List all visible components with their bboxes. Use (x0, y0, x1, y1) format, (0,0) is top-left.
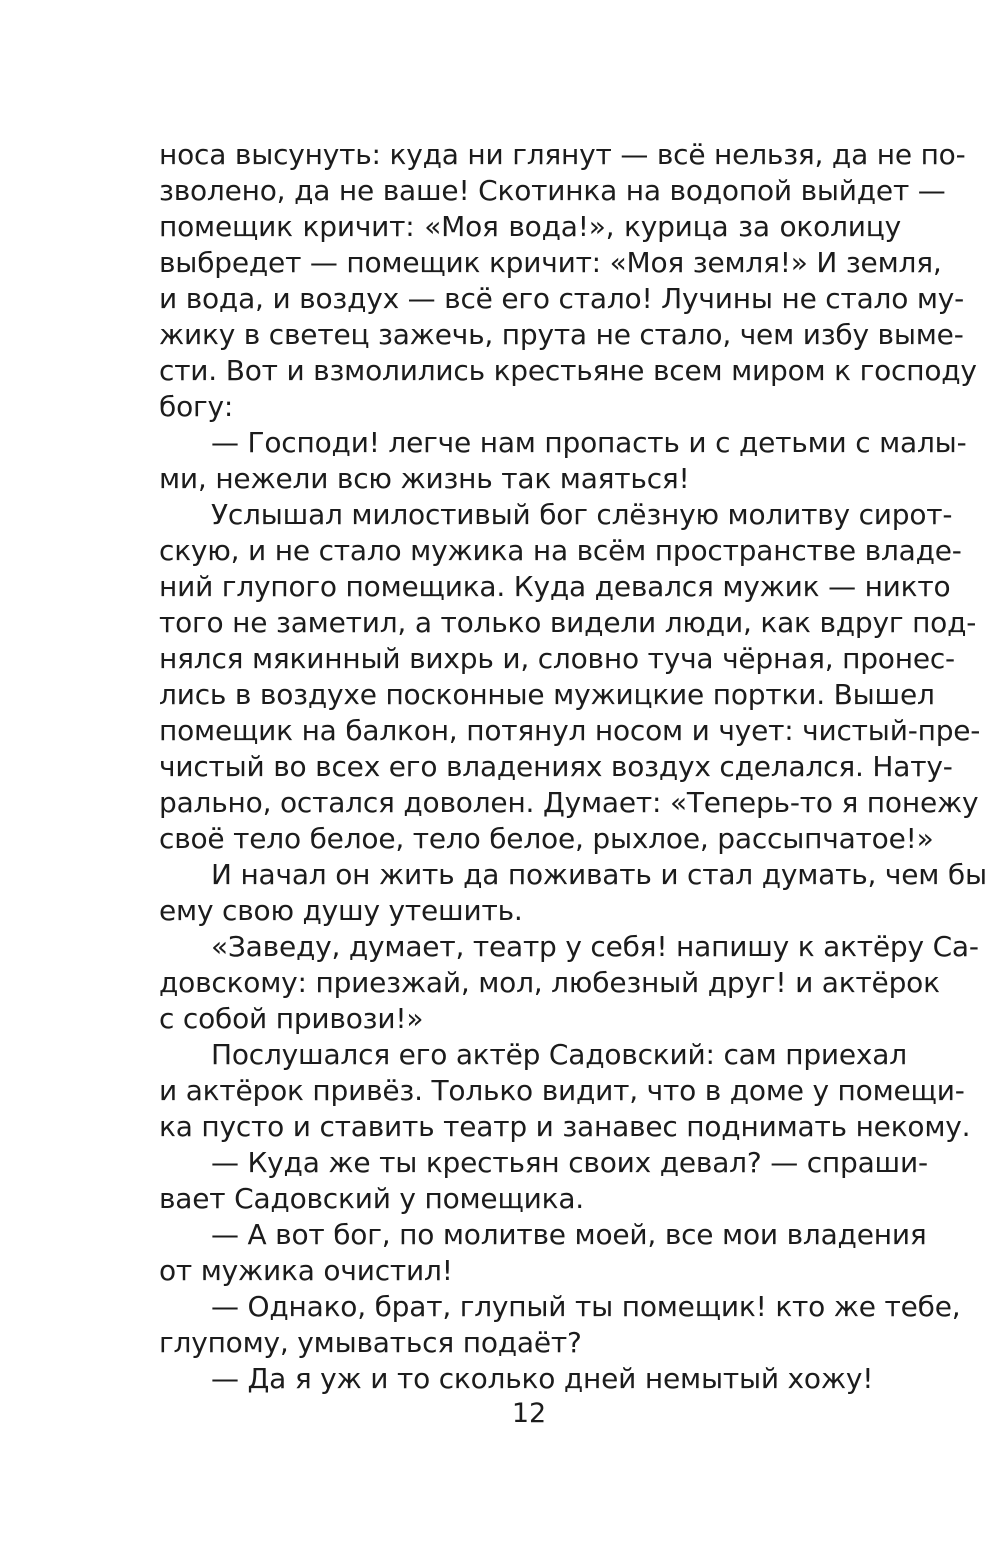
text-line: рально, остался доволен. Думает: «Теперь-то я понежу (159, 786, 979, 819)
body-text (159, 137, 987, 1397)
text-line: И начал он жить да поживать и стал думать, чем бы (211, 858, 987, 891)
text-line: вает Садовский у помещика. (159, 1182, 584, 1215)
text-line: ми, нежели всю жизнь так маяться! (159, 462, 690, 495)
text-line: — А вот бог, по молитве моей, все мои владения (211, 1218, 927, 1251)
text-line: выбредет — помещик кричит: «Моя земля!» И земля, (159, 246, 942, 279)
text-line: довскому: приезжай, мол, любезный друг! и актёрок (159, 966, 940, 999)
page-number: 12 (511, 1398, 547, 1429)
text-line: помещик кричит: «Моя вода!», курица за околицу (159, 210, 901, 243)
text-line: — Куда же ты крестьян своих девал? — спраши- (211, 1146, 928, 1179)
text-line: ний глупого помещика. Куда девался мужик — никто (159, 570, 951, 603)
text-line: Послушался его актёр Садовский: сам приехал (211, 1038, 907, 1071)
text-line: носа высунуть: куда ни глянут — всё нельзя, да не по- (159, 138, 966, 171)
text-line: жику в светец зажечь, прута не стало, чем избу выме- (159, 318, 964, 351)
text-line: от мужика очистил! (159, 1254, 453, 1287)
text-line: «Заведу, думает, театр у себя! напишу к актёру Са- (211, 930, 979, 963)
text-line: и вода, и воздух — всё его стало! Лучины не стало му- (159, 282, 965, 315)
text-line: зволено, да не ваше! Скотинка на водопой выйдет — (159, 174, 946, 207)
text-line: Услышал милостивый бог слёзную молитву сирот- (211, 498, 953, 531)
text-line: и актёрок привёз. Только видит, что в доме у помещи- (159, 1074, 965, 1107)
text-line: того не заметил, а только видели люди, как вдруг под- (159, 606, 977, 639)
text-line: своё тело белое, тело белое, рыхлое, рассыпчатое!» (159, 822, 934, 855)
text-line: скую, и не стало мужика на всём пространстве владе- (159, 534, 962, 567)
text-line: — Господи! легче нам пропасть и с детьми с малы- (211, 426, 967, 459)
text-line: чистый во всех его владениях воздух сделался. Нату- (159, 750, 953, 783)
text-line: богу: (159, 390, 234, 423)
text-line: нялся мякинный вихрь и, словно туча чёрная, пронес- (159, 642, 955, 675)
text-line: сти. Вот и взмолились крестьяне всем миром к господу (159, 354, 977, 387)
text-line: — Да я уж и то сколько дней немытый хожу! (211, 1362, 874, 1395)
text-line: ка пусто и ставить театр и занавес поднимать некому. (159, 1110, 971, 1143)
text-line: лись в воздухе посконные мужицкие портки. Вышел (159, 678, 935, 711)
text-line: — Однако, брат, глупый ты помещик! кто же тебе, (211, 1290, 961, 1323)
text-line: глупому, умываться подаёт? (159, 1326, 582, 1359)
text-line: ему свою душу утешить. (159, 894, 523, 927)
text-line: с собой привози!» (159, 1002, 424, 1035)
text-line: помещик на балкон, потянул носом и чует: чистый-пре- (159, 714, 981, 747)
